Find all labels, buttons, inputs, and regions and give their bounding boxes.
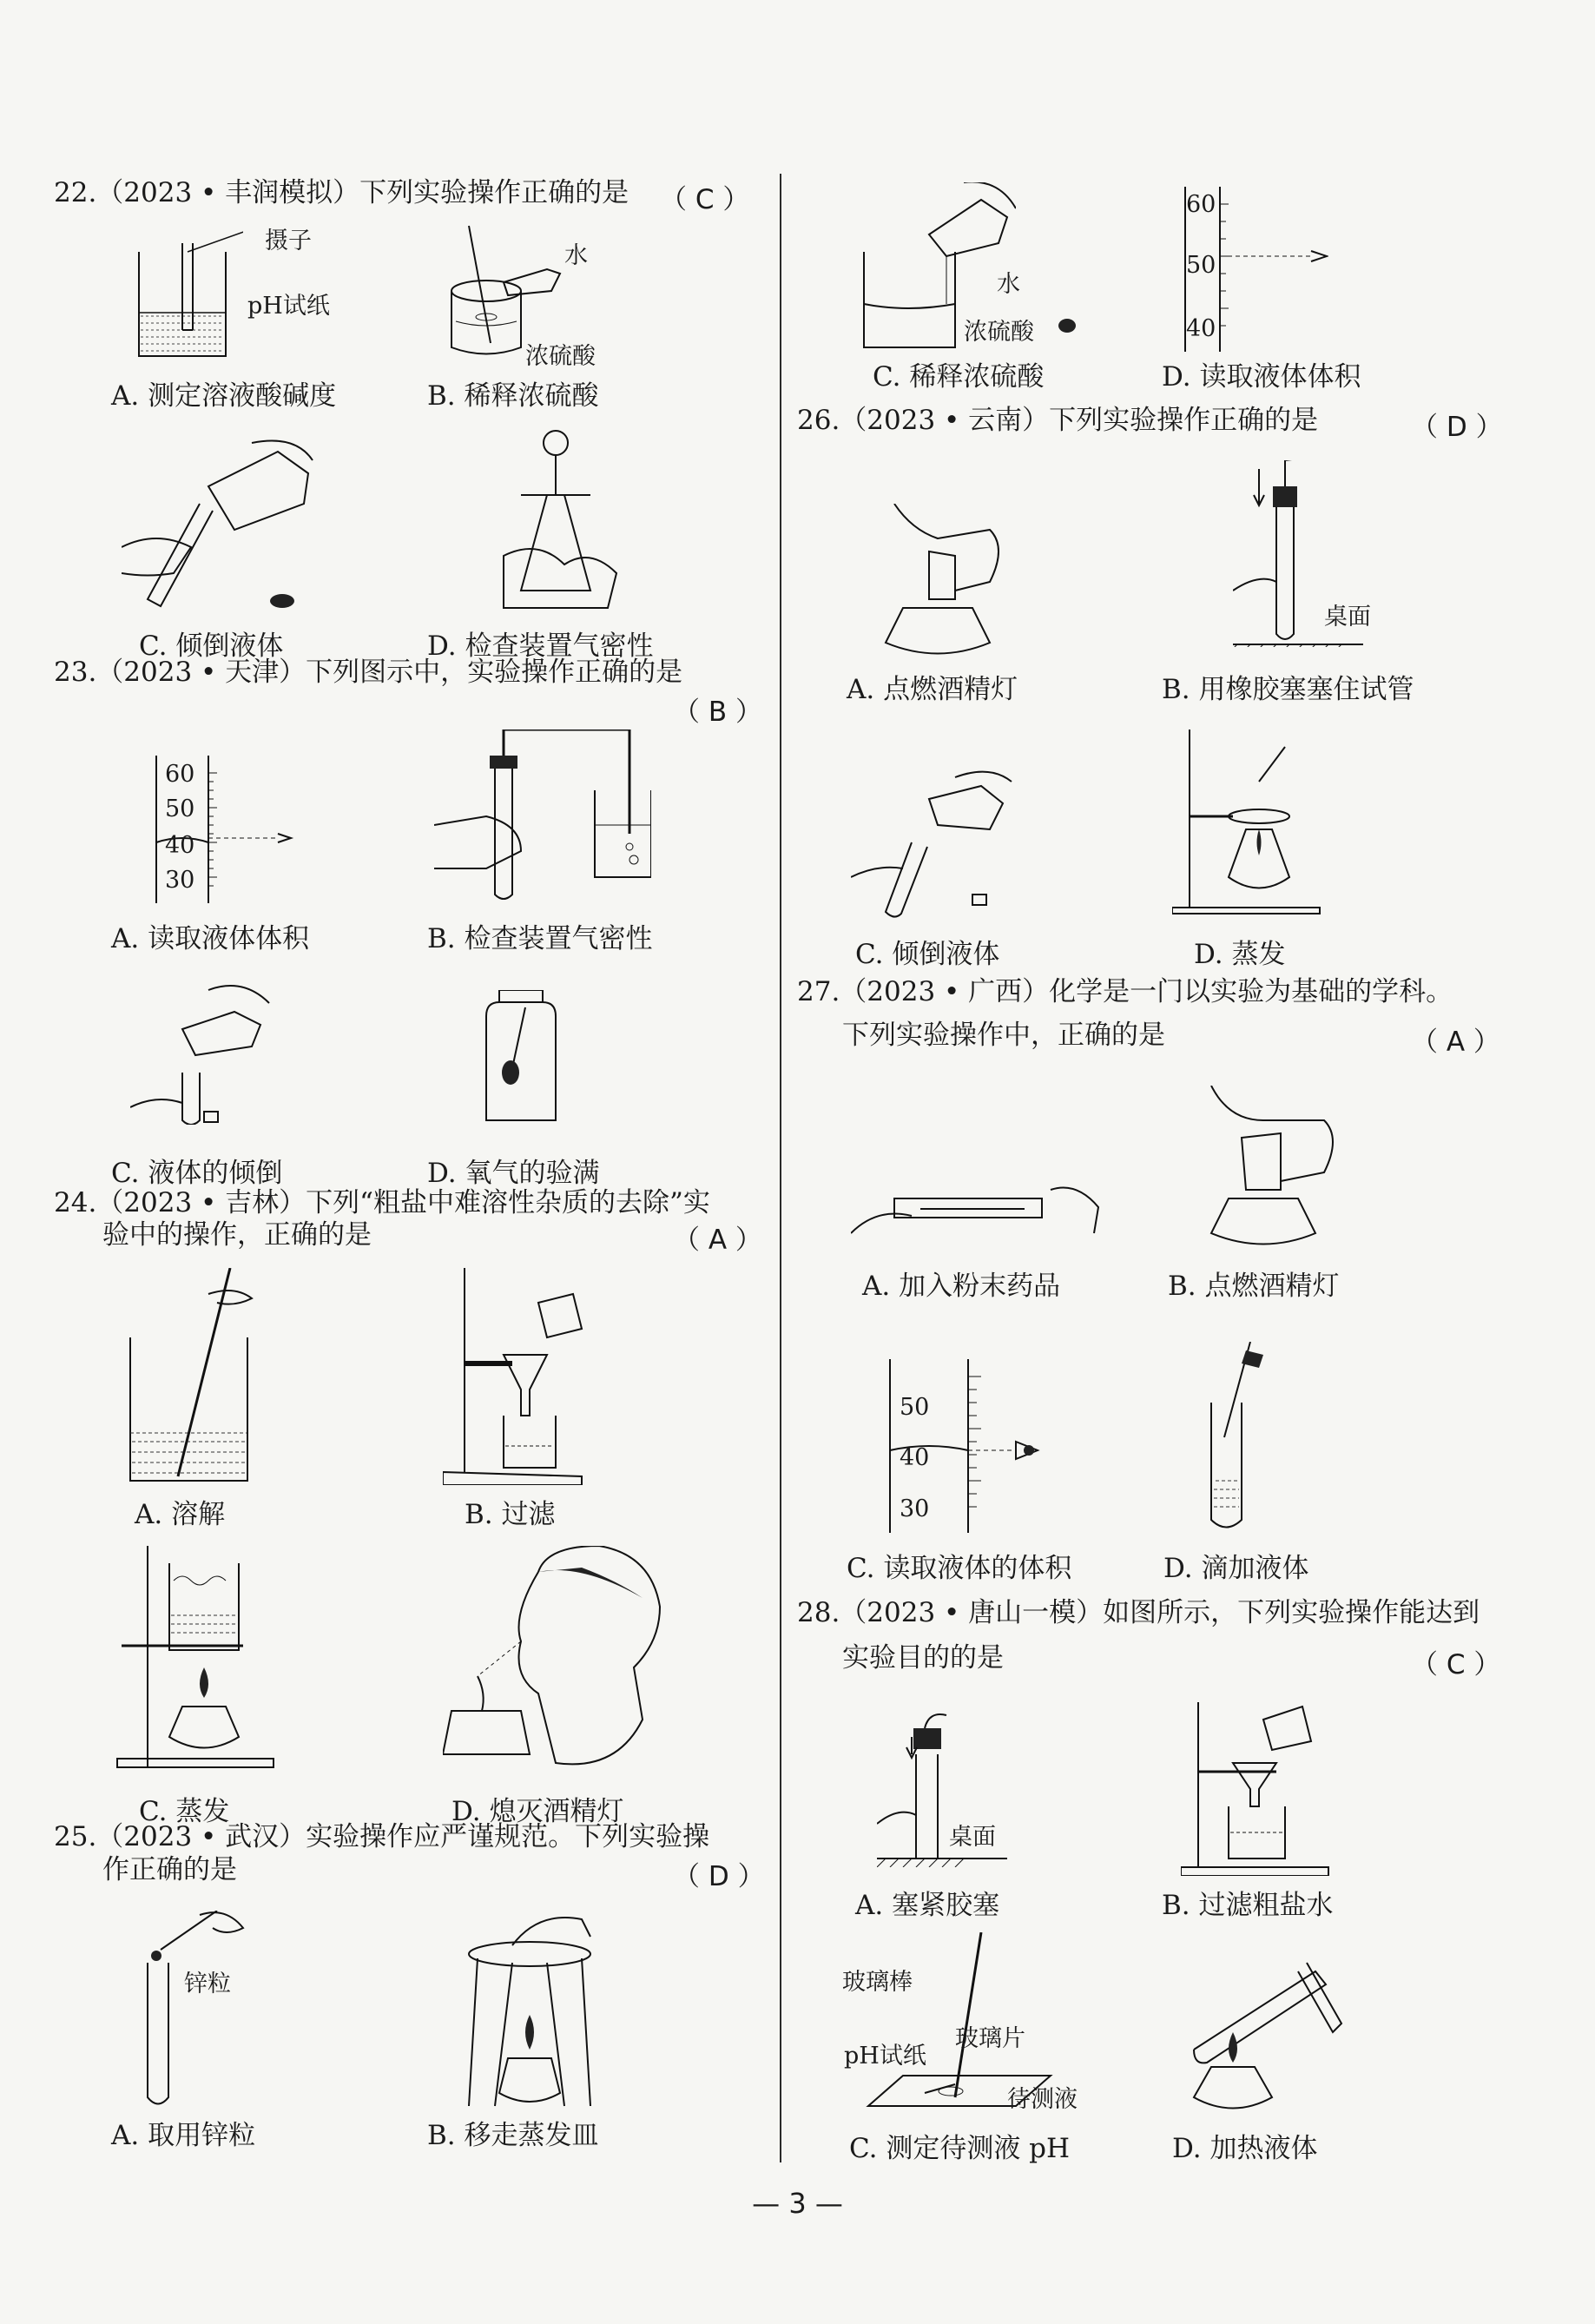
q25-option-b: B. 移走蒸发皿: [427, 2120, 599, 2151]
q22-option-c: C. 倾倒液体: [139, 631, 284, 662]
light-lamp-figure-b: [1194, 1086, 1341, 1251]
tick-c-30: 30: [900, 1495, 930, 1522]
q26-option-a: A. 点燃酒精灯: [847, 674, 1018, 705]
tick-30: 30: [165, 867, 195, 894]
q27-option-c: C. 读取液体的体积: [847, 1553, 1072, 1584]
q24-option-b: B. 过滤: [465, 1499, 556, 1530]
question-26-answer: （ D ）: [1411, 412, 1503, 443]
column-divider: [780, 174, 781, 2162]
question-23-answer: （ B ）: [673, 697, 762, 728]
q25-option-a: A. 取用锌粒: [111, 2120, 256, 2151]
filter-figure-b-r: [1181, 1702, 1337, 1876]
extinguish-lamp-figure: [443, 1546, 677, 1772]
label-ph-paper: pH试纸: [247, 293, 330, 320]
question-25-stem-2: 作正确的是: [102, 1854, 237, 1885]
q27-option-a: A. 加入粉末药品: [862, 1271, 1061, 1302]
question-28-answer: （ C ）: [1411, 1649, 1501, 1680]
question-27-stem-2: 下列实验操作中，正确的是: [842, 1020, 1165, 1051]
label-glass-rod: 玻璃棒: [842, 1969, 913, 1996]
evaporate-figure-c: [113, 1546, 278, 1772]
label-desk-a: 桌面: [949, 1824, 996, 1851]
question-22-stem: 22.（2023 • 丰润模拟）下列实验操作正确的是: [54, 177, 629, 208]
q23-option-d: D. 氧气的验满: [427, 1158, 600, 1189]
q28-option-a: A. 塞紧胶塞: [855, 1890, 1000, 1921]
tick-40: 40: [165, 832, 195, 859]
question-28-stem-2: 实验目的的是: [842, 1642, 1004, 1674]
question-22-answer: （ C ）: [660, 184, 750, 215]
q27-option-b: B. 点燃酒精灯: [1168, 1271, 1340, 1302]
label-glass-plate: 玻璃片: [955, 2025, 1025, 2052]
oxygen-check-figure: [478, 990, 564, 1125]
dropper-figure-d: [1198, 1342, 1276, 1533]
q26-option-c: C. 倾倒液体: [855, 939, 1000, 970]
label-desk: 桌面: [1324, 604, 1371, 631]
question-27-answer: （ A ）: [1411, 1027, 1500, 1058]
q27-option-d: D. 滴加液体: [1163, 1553, 1309, 1584]
page-number: — 3 —: [752, 2187, 843, 2220]
heat-liquid-figure-d: [1176, 1954, 1350, 2119]
q23-option-c: C. 液体的倾倒: [111, 1158, 283, 1189]
pour-liquid-figure: [122, 434, 321, 617]
question-26-stem: 26.（2023 • 云南）下列实验操作正确的是: [797, 405, 1319, 436]
question-28-stem-1: 28.（2023 • 唐山一模）如图所示，下列实验操作能达到: [797, 1597, 1480, 1628]
tick-60: 60: [165, 761, 195, 788]
q28-option-d: D. 加热液体: [1172, 2133, 1318, 2164]
ph-test-figure: [130, 217, 243, 365]
question-24-answer: （ A ）: [673, 1225, 762, 1256]
pour-liquid-figure-r: [851, 764, 1016, 921]
label-ph-paper-r: pH试纸: [844, 2043, 926, 2070]
label-acid-r: 浓硫酸: [964, 319, 1034, 346]
evaporate-figure-d: [1172, 730, 1328, 916]
tick-r-60: 60: [1186, 191, 1216, 218]
q23-option-b: B. 检查装置气密性: [427, 923, 653, 954]
q25-option-d: D. 读取液体体积: [1162, 361, 1361, 393]
liquid-pour-figure-c: [130, 977, 278, 1125]
powder-figure-a: [851, 1164, 1103, 1259]
question-23-stem: 23.（2023 • 天津）下列图示中，实验操作正确的是: [54, 657, 683, 688]
q24-option-a: A. 溶解: [135, 1499, 226, 1530]
q28-option-b: B. 过滤粗盐水: [1162, 1890, 1334, 1921]
question-24-stem-2: 验中的操作，正确的是: [102, 1219, 372, 1251]
label-conc-acid: 浓硫酸: [525, 343, 596, 370]
question-25-stem-1: 25.（2023 • 武汉）实验操作应严谨规范。下列实验操: [54, 1821, 710, 1852]
airtightness-check-figure-d: [486, 426, 625, 617]
q25-option-c: C. 稀释浓硫酸: [873, 361, 1045, 393]
light-lamp-figure-a: [877, 504, 1007, 660]
zinc-granule-figure: [130, 1911, 252, 2110]
label-tweezers: 摄子: [265, 228, 312, 254]
question-25-answer: （ D ）: [673, 1861, 765, 1892]
q22-option-b: B. 稀释浓硫酸: [427, 380, 599, 412]
q26-option-b: B. 用橡胶塞塞住试管: [1162, 674, 1414, 705]
label-water-r: 水: [997, 271, 1020, 298]
tick-50: 50: [165, 796, 195, 822]
label-test-liquid: 待测液: [1007, 2086, 1078, 2113]
q22-option-d: D. 检查装置气密性: [427, 631, 654, 662]
q26-option-d: D. 蒸发: [1194, 939, 1286, 970]
airtightness-check-figure-b: [434, 730, 651, 903]
question-27-stem-1: 27.（2023 • 广西）化学是一门以实验为基础的学科。: [797, 976, 1453, 1007]
tick-r-50: 50: [1186, 252, 1216, 279]
filter-figure-b: [443, 1268, 590, 1485]
q28-option-c: C. 测定待测液 pH: [849, 2133, 1071, 2164]
tick-c-50: 50: [900, 1394, 930, 1421]
tick-r-40: 40: [1186, 315, 1216, 342]
label-zinc: 锌粒: [184, 1971, 231, 1997]
dissolve-figure: [122, 1268, 269, 1485]
q24-option-c: C. 蒸发: [139, 1796, 230, 1827]
q24-option-d: D. 熄灭酒精灯: [451, 1796, 624, 1827]
remove-dish-figure: [460, 1911, 599, 2110]
q22-option-a: A. 测定溶液酸碱度: [111, 380, 337, 412]
label-water: 水: [564, 242, 588, 269]
tick-c-40: 40: [900, 1444, 930, 1471]
stopper-icon: [1058, 317, 1077, 334]
q23-option-a: A. 读取液体体积: [111, 923, 310, 954]
question-24-stem-1: 24.（2023 • 吉林）下列“粗盐中难溶性杂质的去除”实: [54, 1187, 710, 1218]
